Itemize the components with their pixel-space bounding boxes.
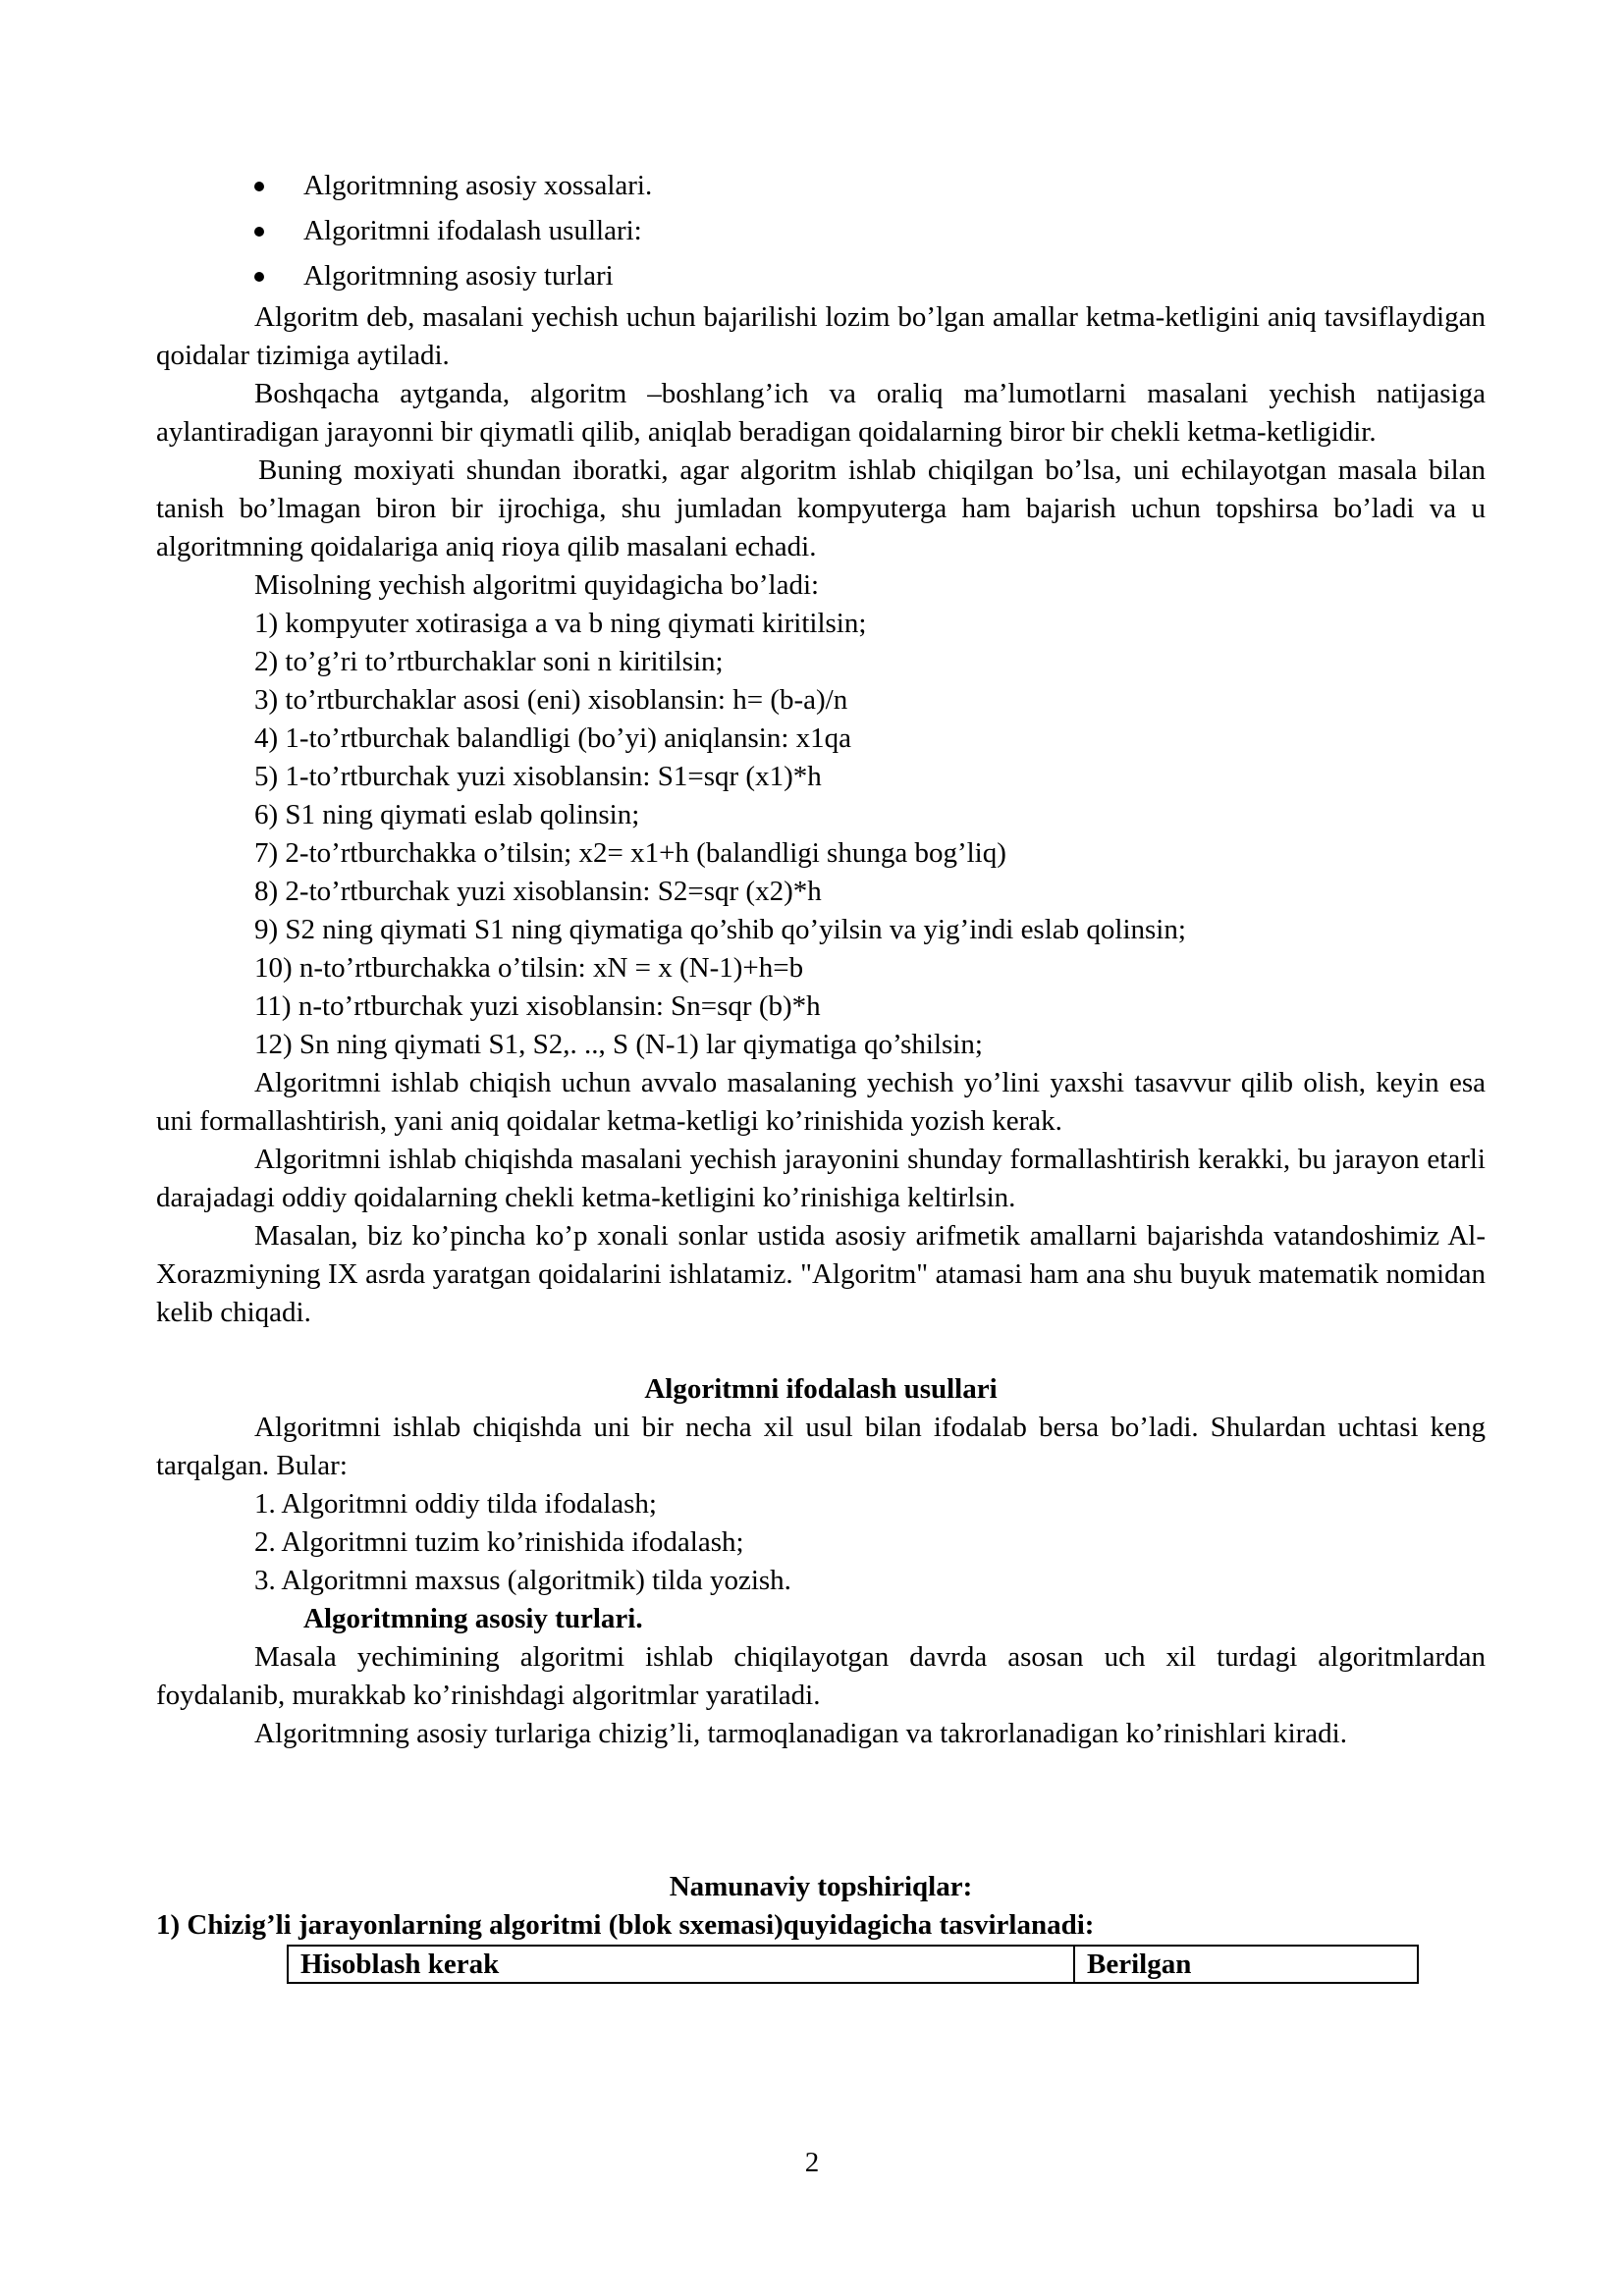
list-item: 2) to’g’ri to’rtburchaklar soni n kiritilsin; [254, 646, 724, 677]
list-item: 1) kompyuter xotirasiga a va b ning qiymati kiritilsin; [254, 608, 867, 639]
list-item: 3) to’rtburchaklar asosi (eni) xisoblansin: h= (b-a)/n [254, 684, 848, 716]
paragraph-definition: Algoritm deb, masalani yechish uchun bajarilishi lozim bo’lgan amallar ketma-ketligini aniq tavsiflaydigan qoidalar tizimiga aytiladi. [156, 301, 1486, 371]
page-number: 2 [804, 2147, 820, 2178]
topic-list [156, 163, 1486, 298]
bullet-icon [254, 272, 264, 282]
list-item: 10) n-to’rtburchakka o’tilsin: xN = x (N-1)+h=b [254, 952, 804, 984]
list-item: 1. Algoritmni oddiy tilda ifodalash; [254, 1488, 657, 1520]
list-item: 7) 2-to’rtburchakka o’tilsin; x2= x1+h (balandligi shunga bog’liq) [254, 837, 1006, 869]
section-heading-methods: Algoritmni ifodalash usullari [644, 1373, 998, 1405]
table-row [288, 1946, 1418, 1983]
list-item: 8) 2-to’rtburchak yuzi xisoblansin: S2=sqr (x2)*h [254, 876, 822, 907]
list-item: 12) Sn ning qiymati S1, S2,. .., S (N-1) lar qiymatiga qo’shilsin; [254, 1029, 983, 1060]
list-item: Algoritmning asosiy xossalari. [156, 163, 1486, 208]
paragraph-essence: Buning moxiyati shundan iboratki, agar algoritm ishlab chiqilgan bo’lsa, uni echilayotgan masala bilan tanish bo’lmagan biron bir ijrochiga, shu jumladan kompyuterga ham bajarish uchun topshirsa bo’ladi va u algoritmning qoidalariga aniq rioya qilib masalani echadi. [156, 454, 1486, 562]
section-heading-tasks: Namunaviy topshiriqlar: [669, 1871, 973, 1902]
list-item: 2. Algoritmni tuzim ko’rinishida ifodalash; [254, 1526, 744, 1558]
list-item: Algoritmning asosiy turlari [156, 253, 1486, 298]
list-item: 9) S2 ning qiymati S1 ning qiymatiga qo’shib qo’yilsin va yig’indi eslab qolinsin; [254, 914, 1186, 945]
paragraph-example-intro: Misolning yechish algoritmi quyidagicha bo’ladi: [254, 569, 820, 601]
document-page [156, 163, 1486, 1984]
table-header-compute: Hisoblash kerak [288, 1946, 1074, 1983]
paragraph-history: Masalan, biz ko’pincha ko’p xonali sonlar ustida asosiy arifmetik amallarni bajarishda vatandoshimiz Al-Xorazmiyning IX asrda yaratgan qoidalarini ishlatamiz. "Algoritm" atamasi ham ana shu buyuk matematik nomidan kelib chiqadi. [156, 1220, 1486, 1328]
bullet-icon [254, 182, 264, 191]
paragraph-development: Algoritmni ishlab chiqish uchun avvalo masalaning yechish yo’lini yaxshi tasavvur qilib olish, keyin esa uni formallashtirish, yani aniq qoidalar ketma-ketligi ko’rinishida yozish kerak. [156, 1067, 1486, 1137]
paragraph-types-2: Algoritmning asosiy turlariga chizig’li, tarmoqlanadigan va takrorlanadigan ko’rinishlari kiradi. [254, 1718, 1347, 1749]
paragraph-formalization: Algoritmni ishlab chiqishda masalani yechish jarayonini shunday formallashtirish kerakki, bu jarayon etarli darajadagi oddiy qoidalarning chekli ketma-ketligini ko’rinishiga keltirlsin. [156, 1144, 1486, 1213]
list-item: 11) n-to’rtburchak yuzi xisoblansin: Sn=sqr (b)*h [254, 990, 821, 1022]
list-item: 4) 1-to’rtburchak balandligi (bo’yi) aniqlansin: x1qa [254, 722, 852, 754]
list-item: Algoritmni ifodalash usullari: [156, 208, 1486, 253]
paragraph-methods-intro: Algoritmni ishlab chiqishda uni bir necha xil usul bilan ifodalab bersa bo’ladi. Shulardan uchtasi keng tarqalgan. Bular: [156, 1412, 1486, 1481]
task-title: 1) Chizig’li jarayonlarning algoritmi (blok sxemasi)quyidagicha tasvirlanadi: [156, 1909, 1095, 1941]
bullet-icon [254, 227, 264, 237]
table-header-given: Berilgan [1074, 1946, 1418, 1983]
data-table [287, 1945, 1419, 1984]
section-heading-types: Algoritmning asosiy turlari. [303, 1603, 643, 1634]
list-item: 6) S1 ning qiymati eslab qolinsin; [254, 799, 640, 830]
algorithm-steps [156, 605, 1486, 1064]
paragraph-alt-definition: Boshqacha aytganda, algoritm –boshlang’ich va oraliq ma’lumotlarni masalani yechish natijasiga aylantiradigan jarayonni bir qiymatli qilib, aniqlab beradigan qoidalarning biror bir chekli ketma-ketligidir. [156, 378, 1486, 448]
list-item: 5) 1-to’rtburchak yuzi xisoblansin: S1=sqr (x1)*h [254, 761, 822, 792]
paragraph-types-1: Masala yechimining algoritmi ishlab chiqilayotgan davrda asosan uch xil turdagi algoritmlardan foydalanib, murakkab ko’rinishdagi algoritmlar yaratiladi. [156, 1641, 1486, 1711]
list-item: 3. Algoritmni maxsus (algoritmik) tilda yozish. [254, 1565, 791, 1596]
